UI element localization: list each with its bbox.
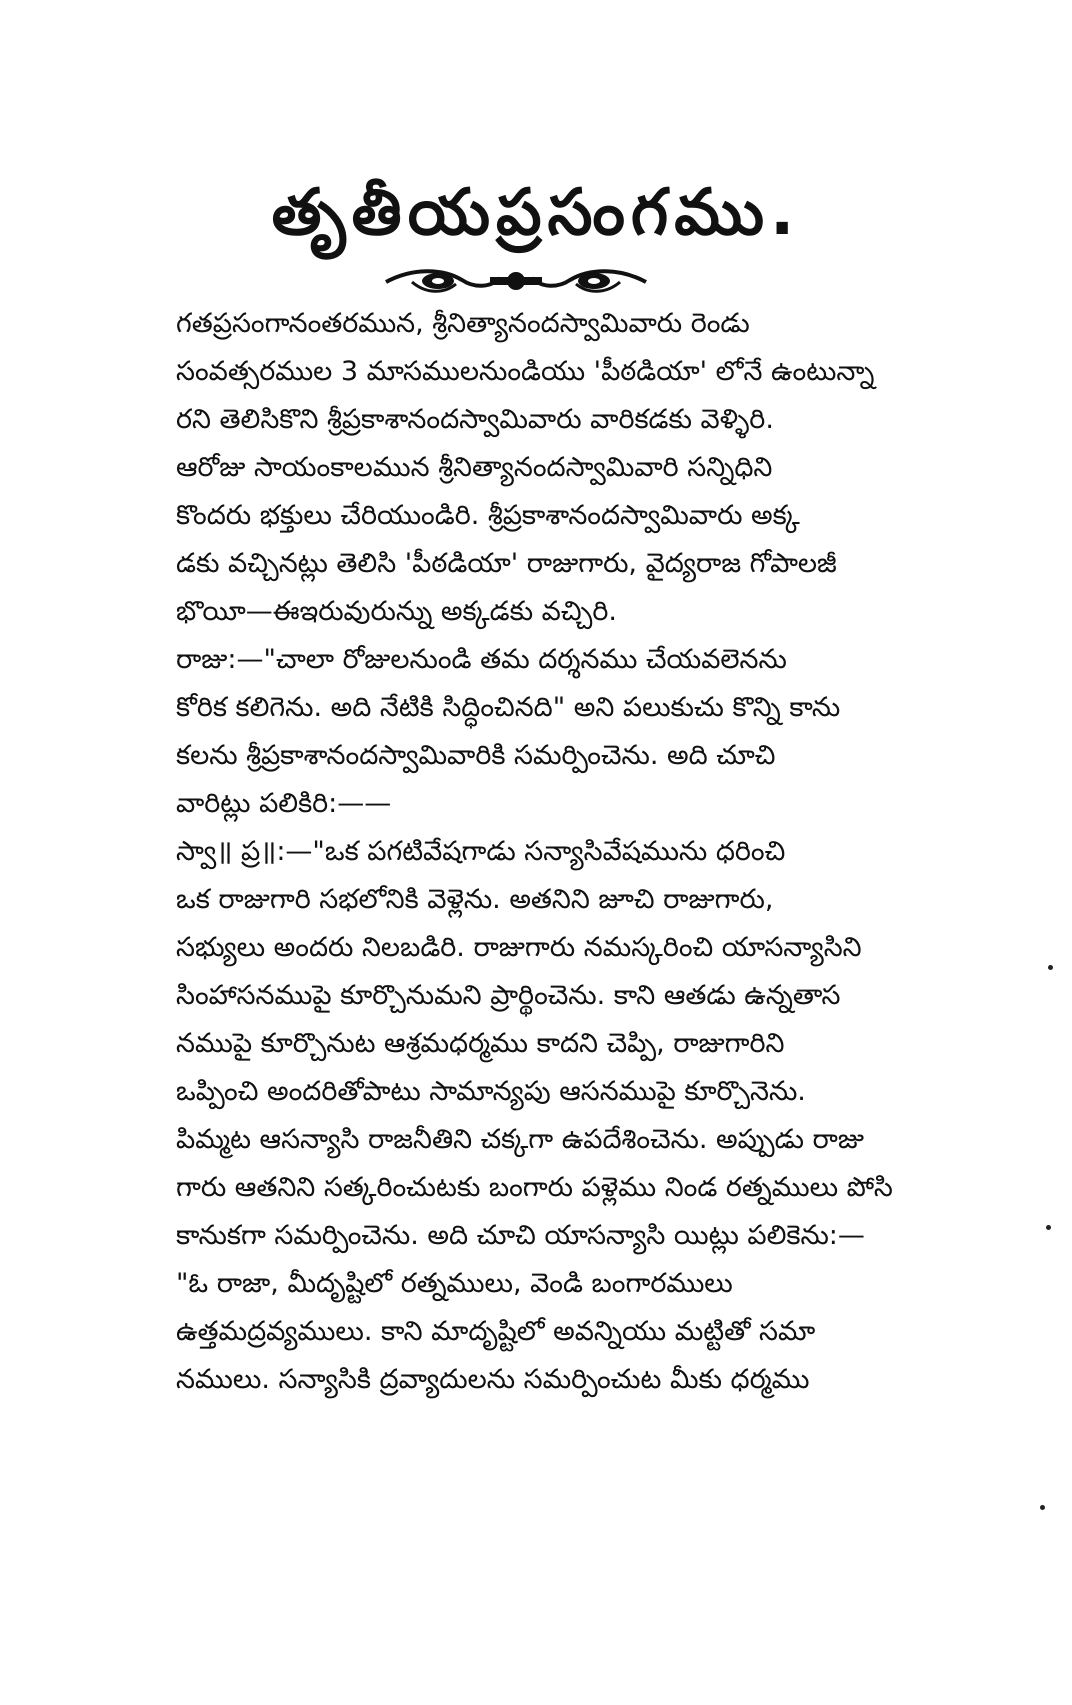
text-line: గారు ఆతనిని సత్కరించుటకు బంగారు పళ్లెము నిండ రత్నములు పోసి [176, 1172, 893, 1203]
text-line: సంవత్సరముల 3 మాసములనుండియు 'పీఠడియా' లోనే ఉంటున్నా [176, 356, 875, 387]
text-line: ఆరోజు సాయంకాలమున శ్రీనిత్యానందస్వామివారి సన్నిధిని [176, 452, 773, 483]
text-line: కొందరు భక్తులు చేరియుండిరి. శ్రీప్రకాశానందస్వామివారు అక్క [176, 500, 800, 531]
text-line: డకు వచ్చినట్లు తెలిసి 'పీఠడియా' రాజుగారు, వైద్యరాజ గోపాలజీ [176, 548, 837, 579]
paragraph-2 [96, 636, 956, 828]
text-line: ఒప్పించి అందరితోపాటు సామాన్యపు ఆసనముపై కూర్చొనెను. [176, 1076, 806, 1107]
text-line: స్వా॥ ప్ర॥:—"ఒక పగటివేషగాడు సన్యాసివేషమును ధరించి [176, 836, 786, 867]
chapter-body [96, 300, 956, 1404]
paragraph-3 [96, 828, 956, 1260]
text-line: నముపై కూర్చొనుట ఆశ్రమధర్మము కాదని చెప్పి, రాజుగారిని [176, 1028, 785, 1059]
decorative-rule-ornament-icon [382, 264, 650, 298]
paragraph-4 [96, 1260, 956, 1404]
print-speck [1040, 1505, 1045, 1510]
text-line: పిమ్మట ఆసన్యాసి రాజనీతిని చక్కగా ఉపదేశించెను. అప్పుడు రాజు [176, 1124, 864, 1155]
text-line: కోరిక కలిగెను. అది నేటికి సిద్ధించినది" అని పలుకుచు కొన్ని కాను [176, 692, 841, 723]
text-line: ఒక రాజుగారి సభలోనికి వెళ్లెను. అతనిని జూచి రాజుగారు, [176, 884, 774, 915]
text-line: రని తెలిసికొని శ్రీప్రకాశానందస్వామివారు వారికడకు వెళ్ళిరి. [176, 404, 774, 435]
text-line: నములు. సన్యాసికి ద్రవ్యాదులను సమర్పించుట మీకు ధర్మము [176, 1364, 810, 1395]
print-speck [1048, 965, 1053, 970]
text-line: రాజు:—"చాలా రోజులనుండి తమ దర్శనము చేయవలెనను [176, 644, 787, 675]
paragraph-1 [96, 300, 956, 636]
chapter-title: తృతీయప్రసంగము. [271, 176, 801, 250]
text-line: ఉత్తమద్రవ్యములు. కాని మాదృష్టిలో అవన్నియు మట్టితో సమా [176, 1316, 816, 1347]
text-line: భొయీ—ఈఇరువురున్ను అక్కడకు వచ్చిరి. [176, 596, 617, 627]
print-speck [1046, 1225, 1051, 1230]
text-line: కలను శ్రీప్రకాశానందస్వామివారికి సమర్పించెను. అది చూచి [176, 740, 776, 771]
text-line: సభ్యులు అందరు నిలబడిరి. రాజుగారు నమస్కరించి యాసన్యాసిని [176, 932, 862, 963]
text-line: వారిట్లు పలికిరి:—— [176, 788, 392, 819]
text-line: "ఓ రాజా, మీదృష్టిలో రత్నములు, వెండి బంగారములు [176, 1268, 733, 1299]
text-line: కానుకగా సమర్పించెను. అది చూచి యాసన్యాసి యిట్లు పలికెను:— [176, 1220, 865, 1251]
text-line: సింహాసనముపై కూర్చొనుమని ప్రార్థించెను. కాని ఆతడు ఉన్నతాస [176, 980, 841, 1011]
text-line: గతప్రసంగానంతరమున, శ్రీనిత్యానందస్వామివారు రెండు [176, 308, 750, 339]
